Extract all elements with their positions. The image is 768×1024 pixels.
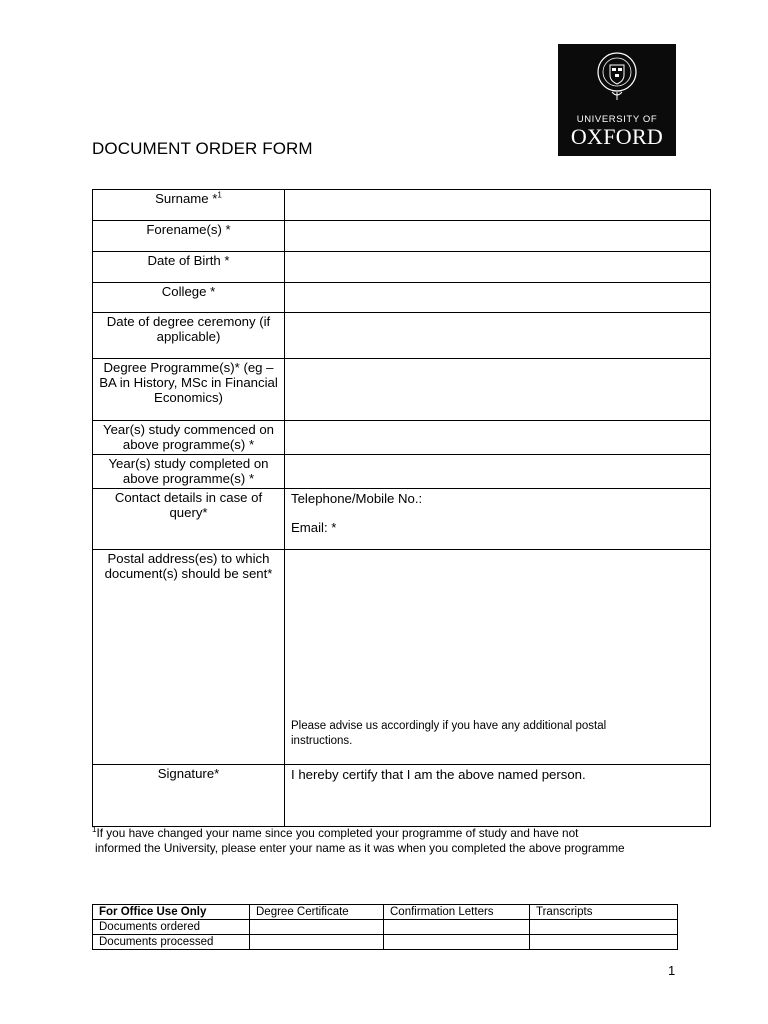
- office-cell[interactable]: [250, 935, 384, 950]
- office-cell[interactable]: [384, 935, 530, 950]
- signature-field[interactable]: I hereby certify that I am the above named person.: [285, 765, 711, 827]
- forenames-field[interactable]: [285, 221, 711, 252]
- footnote-marker: 1: [92, 825, 97, 835]
- college-field[interactable]: [285, 283, 711, 313]
- telephone-label: Telephone/Mobile No.:: [291, 491, 423, 506]
- office-use-table: [92, 904, 678, 950]
- footnote: [92, 826, 625, 856]
- degree-ceremony-date-field[interactable]: [285, 313, 711, 359]
- label-forenames: Forename(s) *: [93, 221, 285, 252]
- label-college: College *: [93, 283, 285, 313]
- label-degree-ceremony-date: Date of degree ceremony (if applicable): [93, 313, 285, 359]
- university-logo: [558, 44, 676, 156]
- oxford-crest-icon: [594, 50, 640, 102]
- office-cell[interactable]: [530, 920, 678, 935]
- logo-line2: OXFORD: [570, 124, 664, 149]
- surname-field[interactable]: [285, 190, 711, 221]
- label-surname: Surname *$^1$: [93, 190, 285, 221]
- postal-address-field[interactable]: [285, 550, 711, 765]
- label-year-commenced: Year(s) study commenced on above programme(s) *: [93, 421, 285, 455]
- date-of-birth-field[interactable]: [285, 252, 711, 283]
- logo-line1: UNIVERSITY OF: [576, 114, 658, 125]
- office-cell[interactable]: [384, 920, 530, 935]
- postal-instructions-note: Please advise us accordingly if you have any additional postal instructions.: [291, 720, 607, 747]
- year-completed-field[interactable]: [285, 455, 711, 489]
- office-row-label-ordered: Documents ordered: [93, 920, 250, 935]
- email-label: Email: *: [291, 520, 337, 535]
- label-degree-programme: Degree Programme(s)* (eg – BA in History, MSc in Financial Economics): [93, 359, 285, 421]
- office-cell[interactable]: [250, 920, 384, 935]
- order-form-table: [92, 189, 711, 827]
- degree-programme-field[interactable]: [285, 359, 711, 421]
- label-year-completed: Year(s) study completed on above programme(s) *: [93, 455, 285, 489]
- page-title: DOCUMENT ORDER FORM: [92, 139, 313, 158]
- footnote-line1: If you have changed your name since you completed your programme of study and have not: [96, 826, 579, 840]
- office-header-degree-certificate: Degree Certificate: [250, 905, 384, 920]
- office-header-confirmation-letters: Confirmation Letters: [384, 905, 530, 920]
- label-signature: Signature*: [93, 765, 285, 827]
- page-number: 1: [668, 963, 676, 978]
- footnote-line2: informed the University, please enter your name as it was when you completed the above programme: [95, 841, 625, 855]
- label-date-of-birth: Date of Birth *: [93, 252, 285, 283]
- office-row-label-processed: Documents processed: [93, 935, 250, 950]
- contact-details-cell: [285, 489, 711, 550]
- label-contact-details: Contact details in case of query*: [93, 489, 285, 550]
- office-header-label: For Office Use Only: [93, 905, 250, 920]
- office-header-transcripts: Transcripts: [530, 905, 678, 920]
- office-cell[interactable]: [530, 935, 678, 950]
- label-postal-address: Postal address(es) to which document(s) should be sent*: [93, 550, 285, 765]
- year-commenced-field[interactable]: [285, 421, 711, 455]
